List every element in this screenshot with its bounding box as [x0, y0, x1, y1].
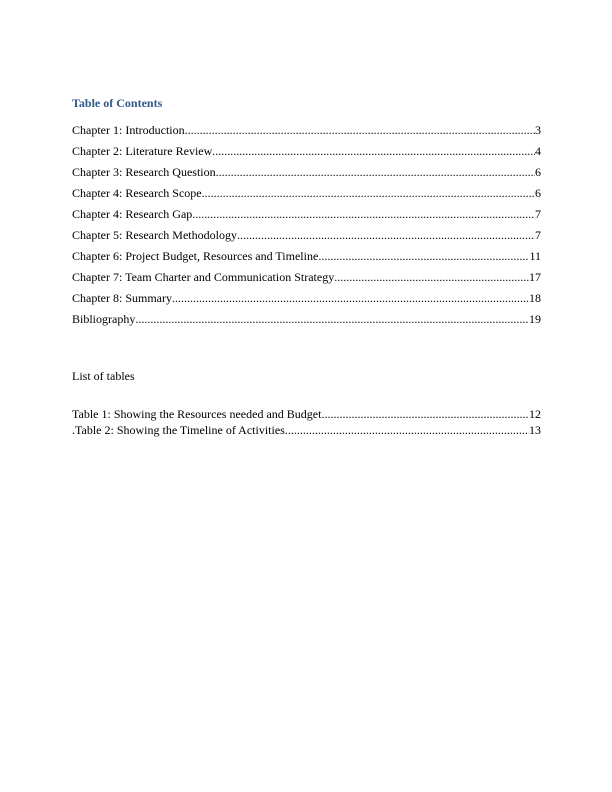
toc-entry[interactable]	[72, 206, 541, 222]
toc-entry-page: 7	[535, 228, 541, 242]
toc-entry[interactable]	[72, 248, 541, 264]
toc-entry[interactable]	[72, 122, 541, 138]
table-list-entry-page: 13	[529, 423, 541, 437]
toc-entry-label: Chapter 1: Introduction	[72, 123, 185, 137]
toc-entry-page: 4	[535, 144, 541, 158]
toc-heading: Table of Contents	[72, 96, 163, 110]
toc-entry-page: 6	[535, 186, 541, 200]
toc-entry-label: Chapter 5: Research Methodology	[72, 228, 237, 242]
toc-entry-label: Chapter 4: Research Scope	[72, 186, 202, 200]
toc-entry-label: Chapter 3: Research Question	[72, 165, 216, 179]
toc-entry-page: 3	[535, 123, 541, 137]
dot-leader	[172, 290, 529, 306]
toc-entry-label: Chapter 7: Team Charter and Communication Strategy	[72, 270, 335, 284]
toc-entry-label: Chapter 8: Summary	[72, 291, 172, 305]
dot-leader	[334, 269, 529, 285]
dot-leader	[135, 311, 529, 327]
dot-leader	[216, 164, 535, 180]
toc-entry-page: 11	[529, 249, 541, 263]
table-list-entry[interactable]	[72, 406, 541, 422]
toc-entry-page: 17	[529, 270, 541, 284]
table-list-entry[interactable]	[72, 422, 541, 438]
dot-leader	[212, 143, 535, 159]
toc-entry-page: 19	[529, 312, 541, 326]
dot-leader	[185, 122, 535, 138]
dot-leader	[318, 248, 529, 264]
toc-entry[interactable]	[72, 164, 541, 180]
toc-entry[interactable]	[72, 143, 541, 159]
dot-leader	[237, 227, 535, 243]
toc-entry-page: 6	[535, 165, 541, 179]
table-list-entry-label: Table 1: Showing the Resources needed and Budget	[72, 407, 322, 421]
toc-entry-label: Chapter 6: Project Budget, Resources and Timeline	[72, 249, 319, 263]
toc-entry-label: Bibliography	[72, 312, 136, 326]
dot-leader	[285, 422, 529, 438]
dot-leader	[202, 185, 535, 201]
toc-entry[interactable]	[72, 290, 541, 306]
toc-entry-label: Chapter 2: Literature Review	[72, 144, 213, 158]
table-list-entry-page: 12	[529, 407, 541, 421]
dot-leader	[192, 206, 535, 222]
toc-entry[interactable]	[72, 311, 541, 327]
toc-entry[interactable]	[72, 185, 541, 201]
toc-entry-page: 18	[529, 291, 541, 305]
toc-entry[interactable]	[72, 269, 541, 285]
list-of-tables-heading: List of tables	[72, 369, 135, 383]
table-list-entry-label: .Table 2: Showing the Timeline of Activities	[72, 423, 285, 437]
toc-entry-page: 7	[535, 207, 541, 221]
dot-leader	[321, 406, 529, 422]
toc-entry-label: Chapter 4: Research Gap	[72, 207, 193, 221]
toc-entry[interactable]	[72, 227, 541, 243]
